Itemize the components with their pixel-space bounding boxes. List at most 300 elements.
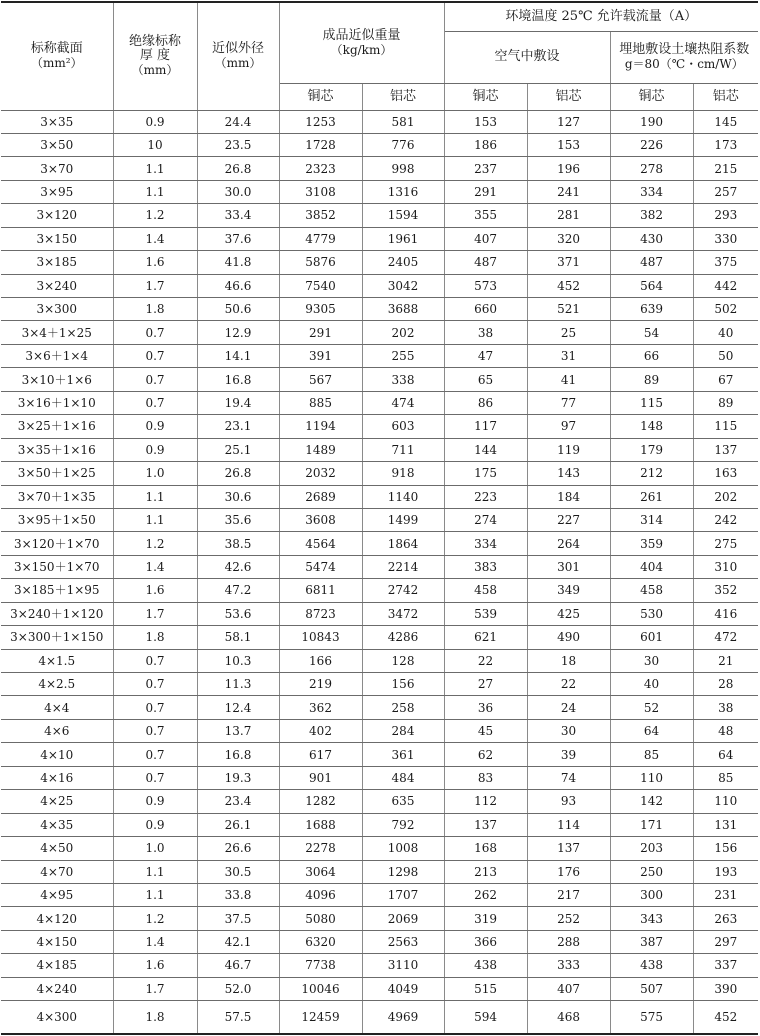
cell-air-aluminum: 349	[527, 579, 610, 602]
cell-air-copper: 45	[444, 719, 527, 742]
table-row	[1, 110, 758, 133]
cell-weight-aluminum: 1316	[362, 180, 444, 203]
cell-air-aluminum: 320	[527, 227, 610, 250]
header-spec	[1, 2, 113, 110]
cell-insulation: 1.1	[113, 485, 197, 508]
cell-air-aluminum: 452	[527, 274, 610, 297]
cell-weight-aluminum: 1499	[362, 508, 444, 531]
table-row	[1, 626, 758, 649]
cell-ground-aluminum: 110	[693, 790, 758, 813]
cell-spec: 3×95＋1×50	[1, 508, 113, 531]
cell-ground-copper: 54	[610, 321, 693, 344]
cell-insulation: 0.9	[113, 438, 197, 461]
cell-air-aluminum: 490	[527, 626, 610, 649]
cell-insulation: 10	[113, 133, 197, 156]
cell-spec: 4×6	[1, 719, 113, 742]
cell-air-copper: 22	[444, 649, 527, 672]
cell-weight-aluminum: 1961	[362, 227, 444, 250]
cell-air-copper: 594	[444, 1001, 527, 1035]
cell-ground-aluminum: 472	[693, 626, 758, 649]
cell-outer-diameter: 12.9	[197, 321, 279, 344]
cell-air-copper: 621	[444, 626, 527, 649]
cell-air-copper: 319	[444, 907, 527, 930]
cell-insulation: 1.2	[113, 204, 197, 227]
table-header	[1, 2, 758, 110]
cell-spec: 3×150	[1, 227, 113, 250]
cell-ground-copper: 404	[610, 555, 693, 578]
table-row	[1, 321, 758, 344]
cell-air-aluminum: 371	[527, 251, 610, 274]
cell-ground-copper: 85	[610, 743, 693, 766]
cell-weight-copper: 5474	[279, 555, 362, 578]
cell-air-aluminum: 227	[527, 508, 610, 531]
cell-weight-aluminum: 284	[362, 719, 444, 742]
cell-outer-diameter: 25.1	[197, 438, 279, 461]
cell-ground-aluminum: 242	[693, 508, 758, 531]
cell-outer-diameter: 26.8	[197, 157, 279, 180]
cell-outer-diameter: 13.7	[197, 719, 279, 742]
cell-ground-aluminum: 145	[693, 110, 758, 133]
cell-weight-copper: 1253	[279, 110, 362, 133]
cell-outer-diameter: 41.8	[197, 251, 279, 274]
cell-weight-copper: 6320	[279, 930, 362, 953]
cell-spec: 4×95	[1, 883, 113, 906]
cell-weight-copper: 7738	[279, 954, 362, 977]
cell-spec: 4×240	[1, 977, 113, 1000]
cell-weight-copper: 5080	[279, 907, 362, 930]
cell-spec: 4×35	[1, 813, 113, 836]
cell-weight-aluminum: 4969	[362, 1001, 444, 1035]
cell-outer-diameter: 52.0	[197, 977, 279, 1000]
cell-air-copper: 137	[444, 813, 527, 836]
cell-air-copper: 36	[444, 696, 527, 719]
cell-insulation: 1.8	[113, 626, 197, 649]
cell-insulation: 1.4	[113, 555, 197, 578]
cell-air-copper: 438	[444, 954, 527, 977]
cell-outer-diameter: 57.5	[197, 1001, 279, 1035]
cell-air-copper: 539	[444, 602, 527, 625]
table-row	[1, 813, 758, 836]
cell-air-copper: 117	[444, 415, 527, 438]
cell-air-copper: 262	[444, 883, 527, 906]
cell-weight-aluminum: 128	[362, 649, 444, 672]
cell-outer-diameter: 24.4	[197, 110, 279, 133]
cell-spec: 3×240＋1×120	[1, 602, 113, 625]
cell-ground-copper: 261	[610, 485, 693, 508]
cell-outer-diameter: 38.5	[197, 532, 279, 555]
cell-air-aluminum: 241	[527, 180, 610, 203]
cell-insulation: 0.9	[113, 110, 197, 133]
cell-weight-aluminum: 2069	[362, 907, 444, 930]
cell-insulation: 1.6	[113, 954, 197, 977]
cell-air-aluminum: 407	[527, 977, 610, 1000]
header-ground	[610, 31, 758, 83]
cell-weight-aluminum: 1864	[362, 532, 444, 555]
header-insulation	[113, 2, 197, 110]
cell-air-copper: 153	[444, 110, 527, 133]
cell-air-aluminum: 196	[527, 157, 610, 180]
cell-air-aluminum: 264	[527, 532, 610, 555]
cell-ground-aluminum: 48	[693, 719, 758, 742]
cell-ground-aluminum: 215	[693, 157, 758, 180]
cell-insulation: 1.4	[113, 930, 197, 953]
cell-ground-aluminum: 50	[693, 344, 758, 367]
cell-outer-diameter: 26.1	[197, 813, 279, 836]
cell-ground-aluminum: 231	[693, 883, 758, 906]
table-row	[1, 415, 758, 438]
cell-air-aluminum: 127	[527, 110, 610, 133]
cell-outer-diameter: 47.2	[197, 579, 279, 602]
cell-air-aluminum: 137	[527, 837, 610, 860]
cell-air-copper: 65	[444, 368, 527, 391]
cell-insulation: 1.1	[113, 508, 197, 531]
table-row	[1, 743, 758, 766]
cell-weight-copper: 4564	[279, 532, 362, 555]
cell-outer-diameter: 42.6	[197, 555, 279, 578]
cell-insulation: 0.9	[113, 790, 197, 813]
cell-weight-aluminum: 711	[362, 438, 444, 461]
cell-spec: 3×120	[1, 204, 113, 227]
cell-air-aluminum: 18	[527, 649, 610, 672]
cell-ground-aluminum: 452	[693, 1001, 758, 1035]
table-body	[1, 110, 758, 1034]
cell-air-copper: 458	[444, 579, 527, 602]
cell-weight-copper: 8723	[279, 602, 362, 625]
cell-spec: 4×16	[1, 766, 113, 789]
cell-weight-aluminum: 1707	[362, 883, 444, 906]
cell-ground-copper: 203	[610, 837, 693, 860]
cell-air-copper: 62	[444, 743, 527, 766]
cell-air-copper: 83	[444, 766, 527, 789]
cell-weight-copper: 7540	[279, 274, 362, 297]
cell-ground-aluminum: 137	[693, 438, 758, 461]
cell-insulation: 0.7	[113, 743, 197, 766]
cell-ground-aluminum: 263	[693, 907, 758, 930]
cell-outer-diameter: 16.8	[197, 368, 279, 391]
cell-spec: 3×6＋1×4	[1, 344, 113, 367]
cell-weight-aluminum: 338	[362, 368, 444, 391]
cell-ground-copper: 40	[610, 673, 693, 696]
cell-weight-aluminum: 156	[362, 673, 444, 696]
cell-ground-copper: 639	[610, 298, 693, 321]
cell-ground-aluminum: 156	[693, 837, 758, 860]
cell-air-copper: 47	[444, 344, 527, 367]
cell-spec: 3×150＋1×70	[1, 555, 113, 578]
cell-ground-copper: 250	[610, 860, 693, 883]
cell-air-aluminum: 281	[527, 204, 610, 227]
cell-ground-aluminum: 89	[693, 391, 758, 414]
cell-outer-diameter: 16.8	[197, 743, 279, 766]
header-air-aluminum: 铝芯	[527, 83, 610, 110]
cell-ground-copper: 64	[610, 719, 693, 742]
cell-ground-copper: 359	[610, 532, 693, 555]
cell-air-aluminum: 301	[527, 555, 610, 578]
cell-air-aluminum: 39	[527, 743, 610, 766]
cell-ground-copper: 300	[610, 883, 693, 906]
cell-weight-aluminum: 2563	[362, 930, 444, 953]
cell-air-aluminum: 97	[527, 415, 610, 438]
cell-air-aluminum: 217	[527, 883, 610, 906]
cell-ground-copper: 334	[610, 180, 693, 203]
cell-air-aluminum: 74	[527, 766, 610, 789]
header-air-copper: 铜芯	[444, 83, 527, 110]
cell-weight-aluminum: 3688	[362, 298, 444, 321]
table-row	[1, 579, 758, 602]
cell-weight-copper: 4096	[279, 883, 362, 906]
table-row	[1, 555, 758, 578]
cell-outer-diameter: 58.1	[197, 626, 279, 649]
cell-air-aluminum: 24	[527, 696, 610, 719]
cell-ground-copper: 314	[610, 508, 693, 531]
cell-insulation: 0.7	[113, 368, 197, 391]
cell-ground-aluminum: 64	[693, 743, 758, 766]
cell-spec: 4×25	[1, 790, 113, 813]
cell-weight-copper: 6811	[279, 579, 362, 602]
cell-spec: 3×25＋1×16	[1, 415, 113, 438]
cell-ground-aluminum: 390	[693, 977, 758, 1000]
table-row	[1, 883, 758, 906]
table-row	[1, 344, 758, 367]
header-ground-copper: 铜芯	[610, 83, 693, 110]
cell-ground-aluminum: 330	[693, 227, 758, 250]
cell-weight-aluminum: 258	[362, 696, 444, 719]
cell-ground-copper: 110	[610, 766, 693, 789]
cell-ground-copper: 601	[610, 626, 693, 649]
cell-weight-aluminum: 2214	[362, 555, 444, 578]
cell-ground-copper: 530	[610, 602, 693, 625]
cell-spec: 4×2.5	[1, 673, 113, 696]
cell-weight-copper: 1194	[279, 415, 362, 438]
cell-air-copper: 366	[444, 930, 527, 953]
cell-ground-copper: 343	[610, 907, 693, 930]
cell-ground-copper: 226	[610, 133, 693, 156]
cable-spec-table	[1, 1, 758, 1035]
cell-ground-aluminum: 193	[693, 860, 758, 883]
cell-insulation: 0.7	[113, 696, 197, 719]
cell-insulation: 1.1	[113, 883, 197, 906]
cell-weight-copper: 3608	[279, 508, 362, 531]
cell-spec: 3×300	[1, 298, 113, 321]
cell-insulation: 1.7	[113, 977, 197, 1000]
cell-insulation: 1.8	[113, 1001, 197, 1035]
cell-air-copper: 291	[444, 180, 527, 203]
cell-air-copper: 274	[444, 508, 527, 531]
cell-outer-diameter: 46.6	[197, 274, 279, 297]
cell-weight-aluminum: 1140	[362, 485, 444, 508]
cell-ground-aluminum: 173	[693, 133, 758, 156]
cell-ground-aluminum: 115	[693, 415, 758, 438]
cell-outer-diameter: 53.6	[197, 602, 279, 625]
cell-weight-copper: 3108	[279, 180, 362, 203]
header-ground-line1: 埋地敷设土壤热阻系数	[619, 42, 750, 57]
cell-weight-aluminum: 603	[362, 415, 444, 438]
cell-insulation: 0.7	[113, 344, 197, 367]
cell-insulation: 0.7	[113, 321, 197, 344]
header-weight-unit: （kg/km）	[330, 42, 393, 57]
header-spec-label: 标称截面	[30, 41, 83, 57]
cell-air-aluminum: 288	[527, 930, 610, 953]
cell-weight-aluminum: 1008	[362, 837, 444, 860]
cell-ground-copper: 30	[610, 649, 693, 672]
cell-insulation: 0.7	[113, 766, 197, 789]
cell-ground-aluminum: 337	[693, 954, 758, 977]
cell-air-aluminum: 25	[527, 321, 610, 344]
cell-air-aluminum: 468	[527, 1001, 610, 1035]
cell-spec: 4×50	[1, 837, 113, 860]
cell-outer-diameter: 30.6	[197, 485, 279, 508]
cell-spec: 3×50＋1×25	[1, 462, 113, 485]
header-ground-aluminum: 铝芯	[693, 83, 758, 110]
cell-ground-aluminum: 442	[693, 274, 758, 297]
cell-air-copper: 112	[444, 790, 527, 813]
cell-weight-aluminum: 776	[362, 133, 444, 156]
cell-insulation: 1.6	[113, 579, 197, 602]
cell-insulation: 1.7	[113, 602, 197, 625]
cell-ground-aluminum: 502	[693, 298, 758, 321]
cell-spec: 3×240	[1, 274, 113, 297]
cell-spec: 3×4＋1×25	[1, 321, 113, 344]
cell-air-aluminum: 176	[527, 860, 610, 883]
cell-weight-aluminum: 581	[362, 110, 444, 133]
cell-air-aluminum: 31	[527, 344, 610, 367]
cell-outer-diameter: 33.4	[197, 204, 279, 227]
cell-air-aluminum: 252	[527, 907, 610, 930]
header-spec-unit: （mm²）	[30, 56, 83, 71]
cell-ground-copper: 564	[610, 274, 693, 297]
cell-weight-copper: 291	[279, 321, 362, 344]
cell-insulation: 1.0	[113, 462, 197, 485]
cell-weight-aluminum: 4286	[362, 626, 444, 649]
cell-insulation: 0.7	[113, 673, 197, 696]
cell-air-aluminum: 333	[527, 954, 610, 977]
cell-air-aluminum: 153	[527, 133, 610, 156]
cell-outer-diameter: 19.4	[197, 391, 279, 414]
cell-weight-copper: 362	[279, 696, 362, 719]
cell-air-aluminum: 93	[527, 790, 610, 813]
cell-ground-aluminum: 310	[693, 555, 758, 578]
table-row	[1, 157, 758, 180]
cell-air-aluminum: 30	[527, 719, 610, 742]
cell-outer-diameter: 10.3	[197, 649, 279, 672]
cell-weight-aluminum: 3472	[362, 602, 444, 625]
cell-air-aluminum: 41	[527, 368, 610, 391]
cell-weight-copper: 1282	[279, 790, 362, 813]
cell-insulation: 0.9	[113, 813, 197, 836]
cell-weight-aluminum: 2742	[362, 579, 444, 602]
cell-outer-diameter: 50.6	[197, 298, 279, 321]
cell-ground-aluminum: 67	[693, 368, 758, 391]
cell-outer-diameter: 12.4	[197, 696, 279, 719]
cell-weight-copper: 9305	[279, 298, 362, 321]
cell-insulation: 1.1	[113, 157, 197, 180]
table-row	[1, 508, 758, 531]
table-row	[1, 696, 758, 719]
cell-weight-aluminum: 635	[362, 790, 444, 813]
cell-ground-copper: 66	[610, 344, 693, 367]
header-ampacity: 环境温度 25℃ 允许载流量（A）	[444, 2, 758, 31]
cell-outer-diameter: 37.5	[197, 907, 279, 930]
header-insulation-line1: 绝缘标称	[128, 34, 181, 50]
table-row	[1, 766, 758, 789]
cell-spec: 3×16＋1×10	[1, 391, 113, 414]
cell-air-copper: 487	[444, 251, 527, 274]
table-row	[1, 180, 758, 203]
cell-air-copper: 27	[444, 673, 527, 696]
cell-weight-copper: 617	[279, 743, 362, 766]
cell-spec: 4×1.5	[1, 649, 113, 672]
table-row	[1, 368, 758, 391]
cell-insulation: 1.4	[113, 227, 197, 250]
cell-weight-copper: 1489	[279, 438, 362, 461]
cell-spec: 3×95	[1, 180, 113, 203]
cell-outer-diameter: 46.7	[197, 954, 279, 977]
table-row	[1, 790, 758, 813]
cell-spec: 3×120＋1×70	[1, 532, 113, 555]
table-row	[1, 930, 758, 953]
table-row	[1, 860, 758, 883]
cell-ground-copper: 190	[610, 110, 693, 133]
cell-air-copper: 660	[444, 298, 527, 321]
cell-ground-copper: 278	[610, 157, 693, 180]
table-row	[1, 485, 758, 508]
cell-weight-aluminum: 255	[362, 344, 444, 367]
cell-spec: 3×300＋1×150	[1, 626, 113, 649]
cell-weight-aluminum: 361	[362, 743, 444, 766]
cell-weight-copper: 2689	[279, 485, 362, 508]
cell-spec: 4×70	[1, 860, 113, 883]
cell-air-copper: 213	[444, 860, 527, 883]
cell-air-copper: 407	[444, 227, 527, 250]
table-row	[1, 977, 758, 1000]
cell-weight-aluminum: 3110	[362, 954, 444, 977]
cell-spec: 4×10	[1, 743, 113, 766]
cell-outer-diameter: 33.8	[197, 883, 279, 906]
table-row	[1, 954, 758, 977]
cell-outer-diameter: 26.8	[197, 462, 279, 485]
cell-weight-copper: 901	[279, 766, 362, 789]
cell-weight-copper: 3852	[279, 204, 362, 227]
cell-outer-diameter: 42.1	[197, 930, 279, 953]
table-row	[1, 602, 758, 625]
cell-air-copper: 237	[444, 157, 527, 180]
cell-outer-diameter: 35.6	[197, 508, 279, 531]
cell-spec: 3×50	[1, 133, 113, 156]
cell-insulation: 0.9	[113, 415, 197, 438]
table-row	[1, 649, 758, 672]
cell-ground-copper: 212	[610, 462, 693, 485]
cell-air-copper: 355	[444, 204, 527, 227]
header-weight-label: 成品近似重量	[322, 27, 401, 43]
header-weight-copper: 铜芯	[279, 83, 362, 110]
cell-insulation: 1.1	[113, 860, 197, 883]
cell-ground-aluminum: 375	[693, 251, 758, 274]
cell-ground-copper: 115	[610, 391, 693, 414]
cell-weight-copper: 4779	[279, 227, 362, 250]
cell-air-copper: 168	[444, 837, 527, 860]
cell-ground-aluminum: 275	[693, 532, 758, 555]
cell-weight-copper: 12459	[279, 1001, 362, 1035]
cell-insulation: 1.8	[113, 298, 197, 321]
cell-weight-copper: 1688	[279, 813, 362, 836]
cell-air-copper: 186	[444, 133, 527, 156]
cell-outer-diameter: 30.5	[197, 860, 279, 883]
header-ground-line2: g＝80（℃・cm/W）	[624, 57, 744, 71]
header-insulation-line2: 厚 度	[139, 48, 171, 64]
cell-weight-aluminum: 918	[362, 462, 444, 485]
cell-weight-copper: 2278	[279, 837, 362, 860]
cell-insulation: 1.7	[113, 274, 197, 297]
cell-weight-copper: 5876	[279, 251, 362, 274]
